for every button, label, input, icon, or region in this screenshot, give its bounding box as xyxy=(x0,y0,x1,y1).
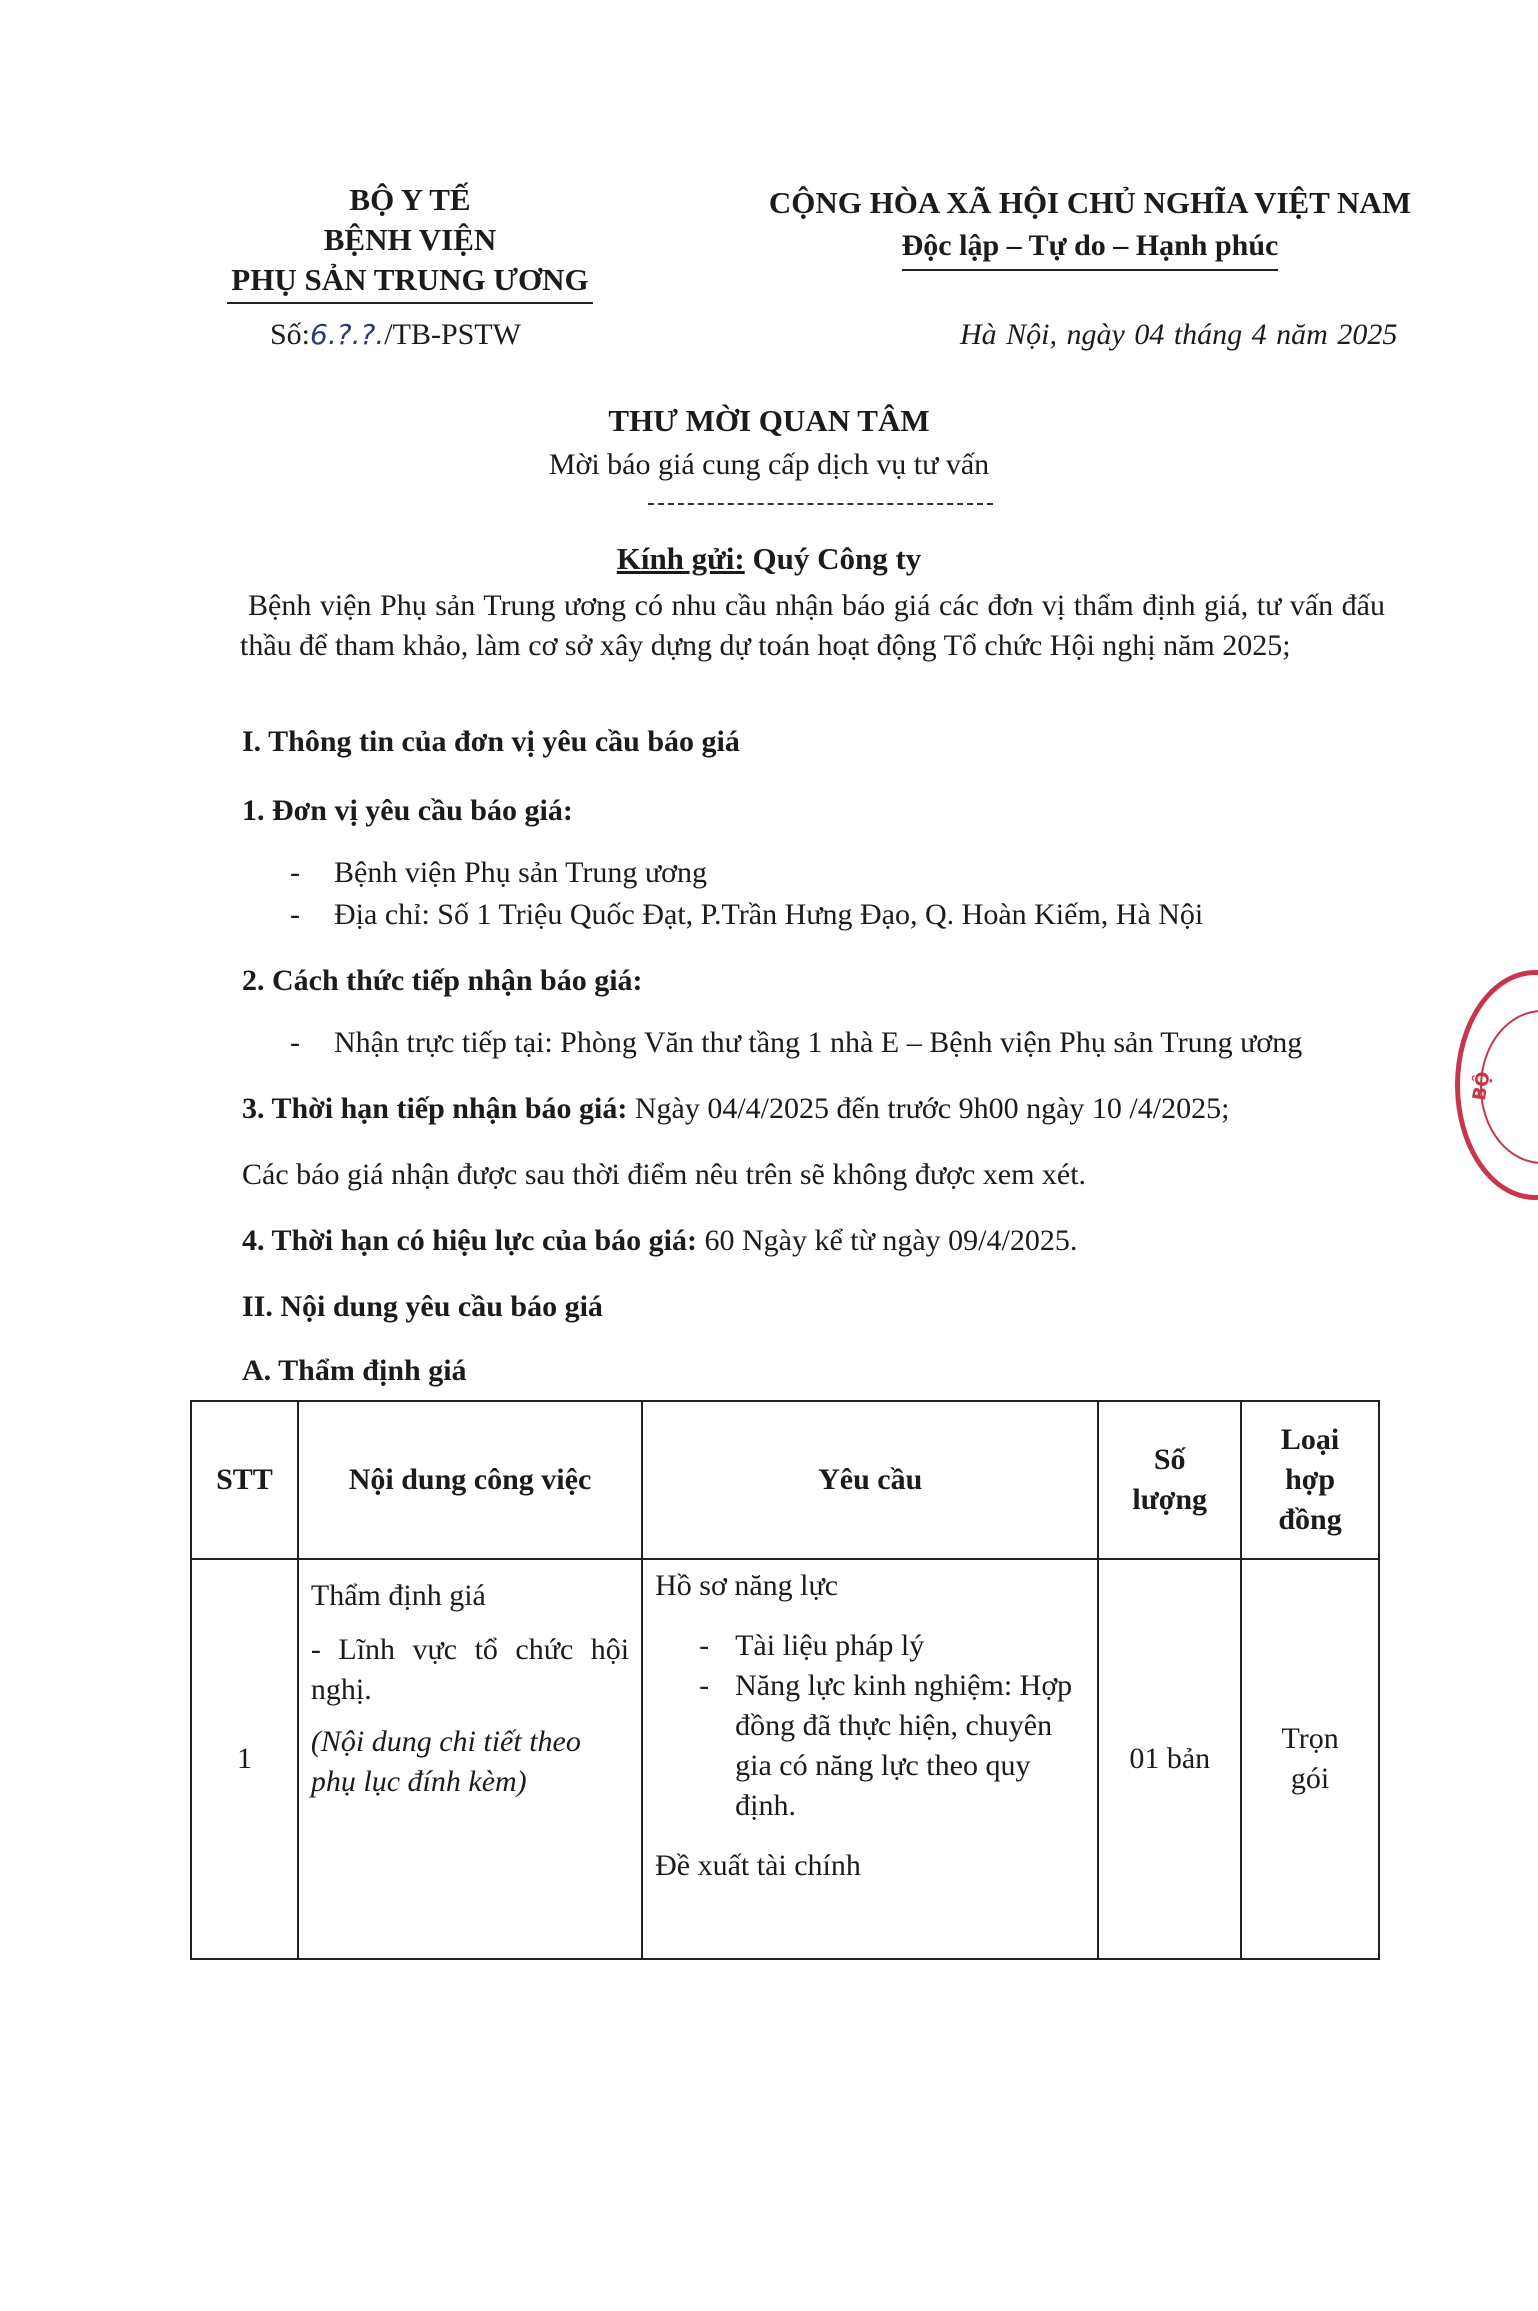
col-header-contract-type xyxy=(1241,1401,1379,1559)
list-item: - Bệnh viện Phụ sản Trung ương xyxy=(290,856,707,889)
greeting-label: Kính gửi: xyxy=(616,541,745,576)
issue-date: Hà Nội, ngày 04 tháng 4 năm 2025 xyxy=(960,318,1398,351)
cell-requirement xyxy=(642,1559,1098,1959)
col-header-stt: STT xyxy=(191,1401,298,1559)
section2-heading: II. Nội dung yêu cầu báo giá xyxy=(242,1290,603,1323)
list-item: - Năng lực kinh nghiệm: Hợp đồng đã thực hiện, chuyên gia có năng lực theo quy định. xyxy=(699,1669,1073,1822)
section1-sub3 xyxy=(242,1090,1229,1128)
national-header xyxy=(740,182,1440,271)
list-item: - Địa chỉ: Số 1 Triệu Quốc Đạt, P.Trần Hưng Đạo, Q. Hoàn Kiếm, Hà Nội xyxy=(290,898,1204,931)
national-motto: Độc lập – Tự do – Hạnh phúc xyxy=(902,225,1279,271)
greeting xyxy=(0,540,1538,579)
section1-sub4-text: 60 Ngày kể từ ngày 09/4/2025. xyxy=(704,1224,1078,1257)
list-item-text: Tài liệu pháp lý xyxy=(735,1629,925,1662)
cell-content-field: - Lĩnh vực tổ chức hội nghị. xyxy=(310,1633,630,1706)
document-subtitle: Mời báo giá cung cấp dịch vụ tư vấn xyxy=(548,448,990,481)
cell-type-l2: gói xyxy=(1290,1762,1330,1795)
list-item: - Nhận trực tiếp tại: Phòng Văn thư tầng 1 nhà E – Bệnh viện Phụ sản Trung ương xyxy=(290,1026,1303,1059)
document-number xyxy=(270,316,521,354)
quote-request-table xyxy=(190,1400,1380,1960)
section1-sub4 xyxy=(242,1222,1077,1260)
col-header-content: Nội dung công việc xyxy=(298,1401,642,1559)
section1-heading: I. Thông tin của đơn vị yêu cầu báo giá xyxy=(242,725,740,758)
col-header-type-l1: Loại xyxy=(1280,1423,1340,1456)
section2-subA-heading: A. Thẩm định giá xyxy=(242,1354,467,1387)
section1-sub2-heading: 2. Cách thức tiếp nhận báo giá: xyxy=(242,964,643,997)
doc-no-handwritten: 6.?.?. xyxy=(310,318,385,351)
intro-paragraph xyxy=(240,586,1385,666)
intro-text: Bệnh viện Phụ sản Trung ương có nhu cầu nhận báo giá các đơn vị thẩm định giá, tư vấn đấu thầu để tham khảo, làm cơ sở xây dựng dự toán hoạt động Tổ chức Hội nghị năm 2025; xyxy=(240,589,1385,662)
cell-quantity: 01 bản xyxy=(1098,1559,1241,1959)
col-header-quantity-l2: lượng xyxy=(1132,1483,1208,1516)
cell-stt: 1 xyxy=(191,1559,298,1959)
list-item-text: Bệnh viện Phụ sản Trung ương xyxy=(334,856,707,889)
col-header-type-l2: hợp xyxy=(1285,1463,1336,1496)
table-row xyxy=(191,1559,1379,1959)
issuer-block xyxy=(200,180,620,304)
cell-type-l1: Trọn xyxy=(1281,1722,1339,1755)
cell-req-footer: Đề xuất tài chính xyxy=(655,1849,861,1882)
col-header-requirement: Yêu cầu xyxy=(642,1401,1098,1559)
cell-content-note: (Nội dung chi tiết theo phụ lục đính kèm) xyxy=(310,1725,581,1798)
title-divider xyxy=(648,503,993,505)
doc-no-suffix: /TB-PSTW xyxy=(384,318,521,351)
country-name: CỘNG HÒA XÃ HỘI CHỦ NGHĨA VIỆT NAM xyxy=(768,185,1412,220)
cell-req-title: Hồ sơ năng lực xyxy=(655,1569,839,1602)
req-list xyxy=(655,1626,1085,1826)
cell-content-title: Thẩm định giá xyxy=(310,1579,486,1612)
official-seal-text: BỘ xyxy=(1468,1070,1495,1103)
list-item-text: Nhận trực tiếp tại: Phòng Văn thư tầng 1 nhà E – Bệnh viện Phụ sản Trung ương xyxy=(334,1026,1303,1059)
col-header-quantity-l1: Số xyxy=(1153,1443,1186,1476)
list-item-text: Địa chỉ: Số 1 Triệu Quốc Đạt, P.Trần Hưng Đạo, Q. Hoàn Kiếm, Hà Nội xyxy=(334,898,1204,931)
section1-sub4-heading: 4. Thời hạn có hiệu lực của báo giá: xyxy=(242,1224,697,1257)
section1-note: Các báo giá nhận được sau thời điểm nêu trên sẽ không được xem xét. xyxy=(242,1158,1087,1191)
hospital-name-line1: BỆNH VIỆN xyxy=(323,222,497,257)
cell-content xyxy=(298,1559,642,1959)
col-header-type-l3: đồng xyxy=(1278,1503,1342,1536)
table-header-row xyxy=(191,1401,1379,1559)
section1-sub3-text: Ngày 04/4/2025 đến trước 9h00 ngày 10 /4/2025; xyxy=(634,1092,1230,1125)
hospital-name-line2: PHỤ SẢN TRUNG ƯƠNG xyxy=(227,260,592,304)
cell-contract-type xyxy=(1241,1559,1379,1959)
list-item: - Tài liệu pháp lý xyxy=(699,1629,925,1662)
section1-sub1-heading: 1. Đơn vị yêu cầu báo giá: xyxy=(242,794,573,827)
doc-no-prefix: Số: xyxy=(270,318,311,351)
document-title: THƯ MỜI QUAN TÂM xyxy=(608,403,930,438)
list-item-text: Năng lực kinh nghiệm: Hợp đồng đã thực hiện, chuyên gia có năng lực theo quy định. xyxy=(735,1669,1073,1822)
col-header-quantity xyxy=(1098,1401,1241,1559)
greeting-recipient: Quý Công ty xyxy=(752,541,922,576)
section1-sub3-heading: 3. Thời hạn tiếp nhận báo giá: xyxy=(242,1092,628,1125)
ministry-name: BỘ Y TẾ xyxy=(349,182,471,217)
